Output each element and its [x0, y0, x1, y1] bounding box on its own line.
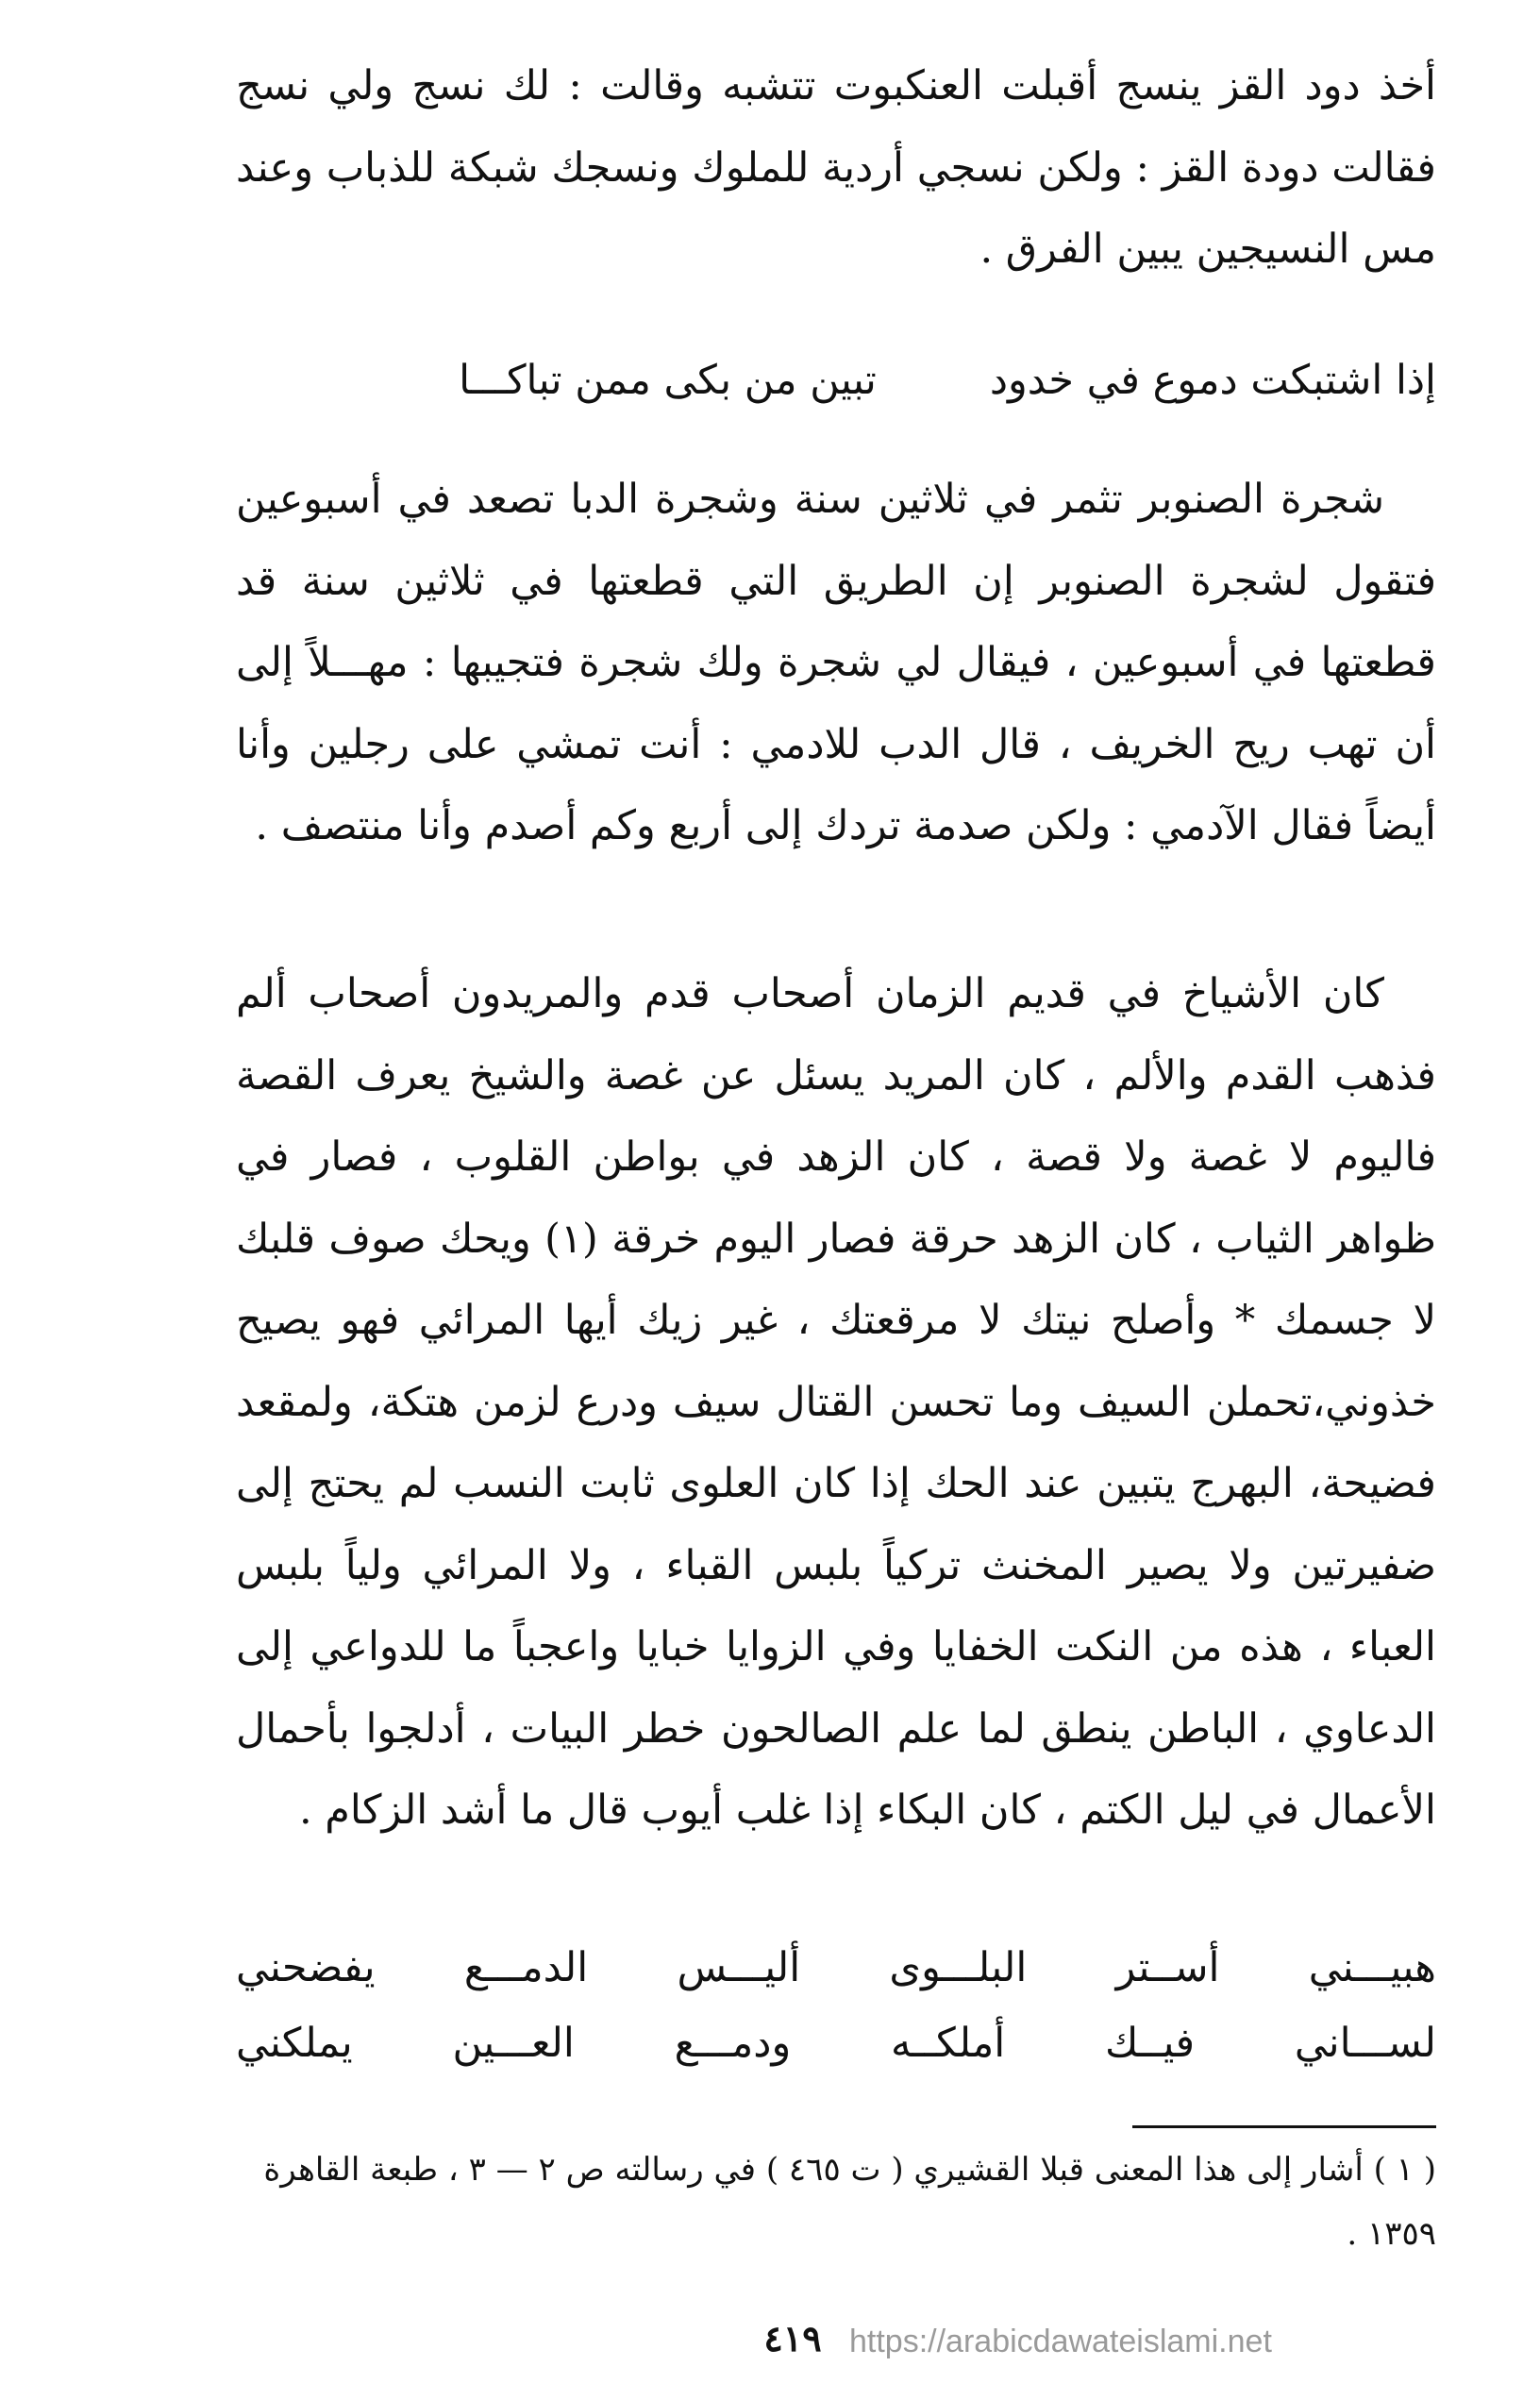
verse-second-half: تبين من بكى ممن تباكـــا: [459, 357, 877, 404]
verse-first-half: إذا اشتبكت دموع في خدود: [989, 357, 1436, 404]
paragraph-silkworm: [236, 45, 1436, 291]
verse-word: أليـــس: [677, 1944, 801, 1991]
footnote-line-1: ( ١ ) أشار إلى هذا المعنى قبلا القشيري ( ت ٤٦٥ ) في رسالته ص ٢ — ٣ ، طبعة القاهرة: [263, 2151, 1436, 2189]
verse-word: البلـــوى: [889, 1944, 1028, 1991]
page-number: ٤١٩: [763, 2317, 822, 2359]
verse-tears: [236, 340, 1436, 421]
verse-word: لســـاني: [1294, 2020, 1436, 2067]
verse-word: فيــك: [1105, 2020, 1196, 2067]
paragraph-text: أخذ دود القز ينسج أقبلت العنكبوت تتشبه وقالت : لك نسج ولي نسج فقالت دودة القز : ولكن نسجي أردية للملوك ونسجك شبكة للذباب وعند مس النسيجين يبين الفرق .: [236, 62, 1436, 273]
verse-word: أملكــه: [891, 2020, 1006, 2067]
watermark-url: https://arabicdawateislami.net: [849, 2324, 1272, 2359]
footnote: [208, 2138, 1436, 2266]
footnote-divider: [1132, 2125, 1436, 2128]
verse-line-2: [236, 2003, 1436, 2084]
verse-word: يفضحني: [236, 1944, 376, 1991]
footnote-line-2: ١٣٥٩ .: [1347, 2215, 1436, 2253]
verse-word: أســتر: [1115, 1944, 1220, 1991]
verse-word: العـــين: [452, 2020, 575, 2067]
verse-word: الدمـــع: [463, 1944, 589, 1991]
paragraph-sheikhs: [236, 953, 1436, 1852]
verse-word: ودمـــع: [674, 2020, 792, 2067]
paragraph-text: شجرة الصنوبر تثمر في ثلاثين سنة وشجرة الدبا تصعد في أسبوعين فتقول لشجرة الصنوبر إن الطريق التي قطعتها في ثلاثين سنة قد قطعتها في أسبوعين ، فيقال لي شجرة ولك شجرة فتجيبها : مهـــلاً إلى أن تهب ريح الخريف ، قال الدب للادمي : أنت تمشي على رجلين وأنا أيضاً فقال الآدمي : ولكن صدمة تردك إلى أربع وكم أصدم وأنا منتصف .: [236, 476, 1436, 849]
verse-word: هبيـــني: [1308, 1944, 1436, 1991]
paragraph-text: كان الأشياخ في قديم الزمان أصحاب قدم والمريدون أصحاب ألم فذهب القدم والألم ، كان المريد يسئل عن غصة والشيخ يعرف القصة فاليوم لا غصة ولا قصة ، كان الزهد في بواطن القلوب ، فصار في ظواهر الثياب ، كان الزهد حرقة فصار اليوم خرقة (١) ويحك صوف قلبك لا جسمك * وأصلح نيتك لا مرقعتك ، غير زيك أيها المرائي فهو يصيح خذوني،تحملن السيف وما تحسن القتال سيف ودرع لزمن هتكة، ولمقعد فضيحة، البهرج يتبين عند الحك إذا كان العلوى ثابت النسب لم يحتج إلى ضفيرتين ولا يصير المخنث تركياً بلبس القباء ، ولا المرائي ولياً بلبس العباء ، هذه من النكت الخفايا وفي الزوايا خبايا واعجباً ما للدواعي إلى الدعاوي ، الباطن ينطق لما علم الصالحون خطر البيات ، أدلجوا بأحمال الأعمال في ليل الكتم ، كان البكاء إذا غلب أيوب قال ما أشد الزكام .: [236, 970, 1436, 1834]
verse-word: يملكني: [236, 2020, 353, 2067]
paragraph-pine-tree: [236, 459, 1436, 867]
verse-line-1: [236, 1927, 1436, 2008]
